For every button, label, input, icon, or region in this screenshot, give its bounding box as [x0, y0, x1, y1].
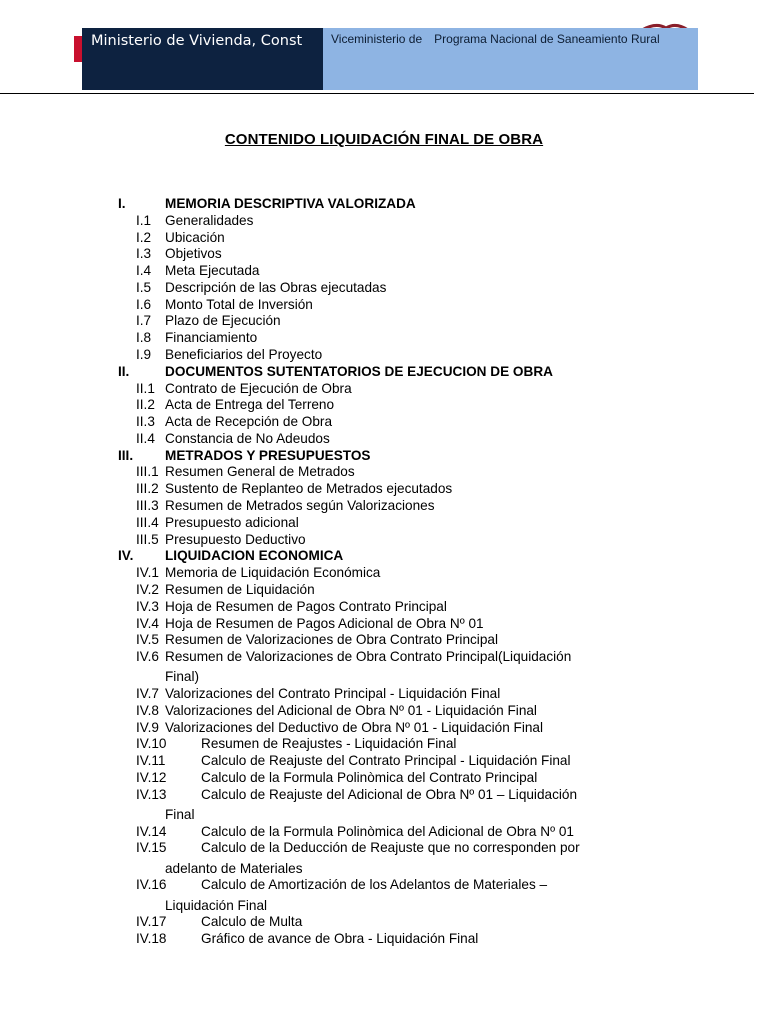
toc-item	[136, 702, 656, 719]
toc-section-title: METRADOS Y PRESUPUESTOS	[165, 447, 371, 463]
toc-item-text: Valorizaciones del Adicional de Obra Nº 01 - Liquidación Final	[165, 702, 537, 718]
page-header	[0, 0, 768, 96]
toc-item-text: Contrato de Ejecución de Obra	[165, 380, 352, 396]
toc-section-number: II.	[118, 363, 130, 379]
toc-item-number: IV.6	[136, 649, 159, 665]
toc-item-text: Ubicación	[165, 229, 225, 245]
toc-item-number: I.1	[136, 212, 152, 228]
toc-item	[136, 514, 656, 531]
toc-item	[136, 480, 656, 497]
toc-item-number: IV.7	[136, 686, 159, 702]
toc-item-number: II.3	[136, 414, 155, 430]
toc-item-text: Presupuesto Deductivo	[165, 531, 306, 547]
toc-item-number: IV.12	[136, 769, 167, 785]
toc-item-text: Plazo de Ejecución	[165, 313, 281, 329]
toc-item	[136, 279, 656, 296]
toc-item-text: Acta de Recepción de Obra	[165, 414, 333, 430]
toc-item	[136, 823, 656, 840]
toc-item-text: Calculo de Multa	[201, 914, 303, 930]
toc-item-number: IV.1	[136, 565, 159, 581]
toc-section-number: IV.	[118, 548, 134, 564]
toc-item-text: Constancia de No Adeudos	[165, 430, 330, 446]
toc-item-text: Hoja de Resumen de Pagos Contrato Principal	[165, 598, 447, 614]
toc-item	[136, 396, 656, 413]
toc-item-text: Calculo de Reajuste del Adicional de Obra Nº 01 – Liquidación	[201, 786, 578, 802]
toc-item-number: IV.17	[136, 914, 167, 930]
toc-item-continuation: Liquidación Final	[165, 897, 268, 913]
toc-item-text: Acta de Entrega del Terreno	[165, 397, 335, 413]
toc-item-number: II.4	[136, 430, 155, 446]
toc-item-number: III.3	[136, 498, 159, 514]
toc-item	[136, 296, 656, 313]
toc-item	[136, 497, 656, 514]
toc-item	[136, 413, 656, 430]
toc-item	[136, 212, 656, 229]
toc-item	[136, 839, 656, 856]
toc-item-text: Monto Total de Inversión	[165, 296, 313, 312]
toc-item-number: IV.14	[136, 823, 167, 839]
toc-item-text: Resumen de Valorizaciones de Obra Contrato Principal(Liquidación	[165, 649, 572, 665]
toc-item-number: IV.9	[136, 719, 159, 735]
toc-item-text: Memoria de Liquidación Económica	[165, 565, 381, 581]
toc-item-text: Meta Ejecutada	[165, 263, 260, 279]
toc-item-number: IV.13	[136, 786, 167, 802]
header-divider	[0, 93, 754, 94]
toc-item-number: IV.3	[136, 598, 159, 614]
toc-item-number: II.1	[136, 380, 155, 396]
toc-item	[136, 430, 656, 447]
toc-item-number: I.7	[136, 313, 152, 329]
ministry-name: Ministerio de Vivienda, Const	[91, 33, 303, 49]
toc-section-title: MEMORIA DESCRIPTIVA VALORIZADA	[165, 196, 416, 211]
vice-ministry-name: Viceministerio de	[331, 32, 423, 46]
toc-item	[136, 463, 656, 480]
toc-item-number: IV.5	[136, 632, 159, 648]
toc-item	[136, 631, 656, 648]
ministry-logo-mark	[74, 36, 82, 62]
toc-item	[136, 346, 656, 363]
toc-item-text: Resumen de Valorizaciones de Obra Contrato Principal	[165, 632, 498, 648]
toc-item	[136, 329, 656, 346]
toc-item-text: Descripción de las Obras ejecutadas	[165, 279, 387, 295]
toc-item-text: Valorizaciones del Deductivo de Obra Nº 01 - Liquidación Final	[165, 719, 543, 735]
toc-section	[118, 447, 678, 464]
toc-item-text: Calculo de la Formula Polinòmica del Adicional de Obra Nº 01	[201, 823, 574, 839]
toc-section-number: I.	[118, 196, 126, 211]
toc-section	[118, 363, 678, 380]
toc-item	[136, 531, 656, 548]
toc-item-text: Calculo de la Deducción de Reajuste que no corresponden por	[201, 840, 580, 856]
toc-item	[136, 564, 656, 581]
toc-item-number: I.2	[136, 229, 152, 245]
toc-item	[136, 648, 656, 665]
toc-item-number: IV.8	[136, 702, 159, 718]
toc-item-number: II.2	[136, 397, 155, 413]
toc-section-title: LIQUIDACION ECONOMICA	[165, 548, 344, 564]
toc-item-text: Calculo de Amortización de los Adelantos de Materiales –	[201, 877, 548, 893]
toc-item-text: Resumen General de Metrados	[165, 464, 355, 480]
toc-item-text: Sustento de Replanteo de Metrados ejecutados	[165, 481, 453, 497]
toc-item	[136, 581, 656, 598]
toc-item	[136, 229, 656, 246]
toc-section-number: III.	[118, 447, 134, 463]
toc-item-number: IV.18	[136, 931, 167, 947]
toc-item-text: Objetivos	[165, 246, 222, 262]
toc-item-continuation: Final	[165, 806, 195, 822]
toc-item-number: IV.4	[136, 615, 159, 631]
toc-item-text: Presupuesto adicional	[165, 514, 299, 530]
toc-section	[118, 547, 678, 564]
program-banner	[323, 28, 698, 90]
toc-item-continuation: adelanto de Materiales	[165, 860, 303, 876]
toc-item-number: IV.11	[136, 753, 166, 769]
toc-item	[136, 876, 656, 893]
toc-section-title: DOCUMENTOS SUTENTATORIOS DE EJECUCION DE OBRA	[165, 363, 553, 379]
toc-item-number: I.5	[136, 279, 152, 295]
toc-item-text: Hoja de Resumen de Pagos Adicional de Obra Nº 01	[165, 615, 484, 631]
toc-item-number: III.2	[136, 481, 159, 497]
toc-item-number: IV.16	[136, 877, 167, 893]
toc-item	[136, 615, 656, 632]
toc-item-text: Calculo de Reajuste del Contrato Principal - Liquidación Final	[201, 753, 571, 769]
toc-item-text: Resumen de Liquidación	[165, 581, 315, 597]
toc-item	[136, 913, 656, 930]
ministry-banner	[82, 28, 323, 90]
toc-item	[136, 735, 656, 752]
toc-item	[136, 312, 656, 329]
toc-item-text: Calculo de la Formula Polinòmica del Contrato Principal	[201, 769, 538, 785]
toc-item-number: I.9	[136, 347, 152, 363]
toc-item-text: Financiamiento	[165, 330, 258, 346]
toc-item	[136, 598, 656, 615]
toc-item-text: Valorizaciones del Contrato Principal - Liquidación Final	[165, 686, 501, 702]
toc-item	[136, 245, 656, 262]
toc-item-continuation: Final)	[165, 669, 199, 685]
toc-item-number: III.1	[136, 464, 159, 480]
toc-item	[136, 769, 656, 786]
toc-section	[118, 195, 678, 212]
toc-item-number: IV.10	[136, 736, 167, 752]
toc-item	[136, 752, 656, 769]
toc-item-text: Resumen de Reajustes - Liquidación Final	[201, 736, 457, 752]
toc-item-number: I.4	[136, 263, 152, 279]
toc-item-number: I.8	[136, 330, 152, 346]
toc-item-text: Generalidades	[165, 212, 254, 228]
document-title: CONTENIDO LIQUIDACIÓN FINAL DE OBRA	[224, 131, 544, 148]
toc-item	[136, 380, 656, 397]
toc-item	[136, 685, 656, 702]
toc-item-number: III.5	[136, 531, 159, 547]
toc-item-text: Beneficiarios del Proyecto	[165, 347, 323, 363]
toc-item-number: IV.2	[136, 581, 159, 597]
toc-item-number: I.3	[136, 246, 152, 262]
toc-item-text: Gráfico de avance de Obra - Liquidación Final	[201, 931, 479, 947]
toc-item	[136, 719, 656, 736]
toc-item	[136, 930, 656, 947]
toc-item-text: Resumen de Metrados según Valorizaciones	[165, 498, 435, 514]
program-name: Programa Nacional de Saneamiento Rural	[434, 32, 660, 46]
toc-item-number: III.4	[136, 514, 159, 530]
toc-item	[136, 262, 656, 279]
toc-item	[136, 786, 656, 803]
toc-item-number: IV.15	[136, 840, 167, 856]
toc-item-number: I.6	[136, 296, 152, 312]
